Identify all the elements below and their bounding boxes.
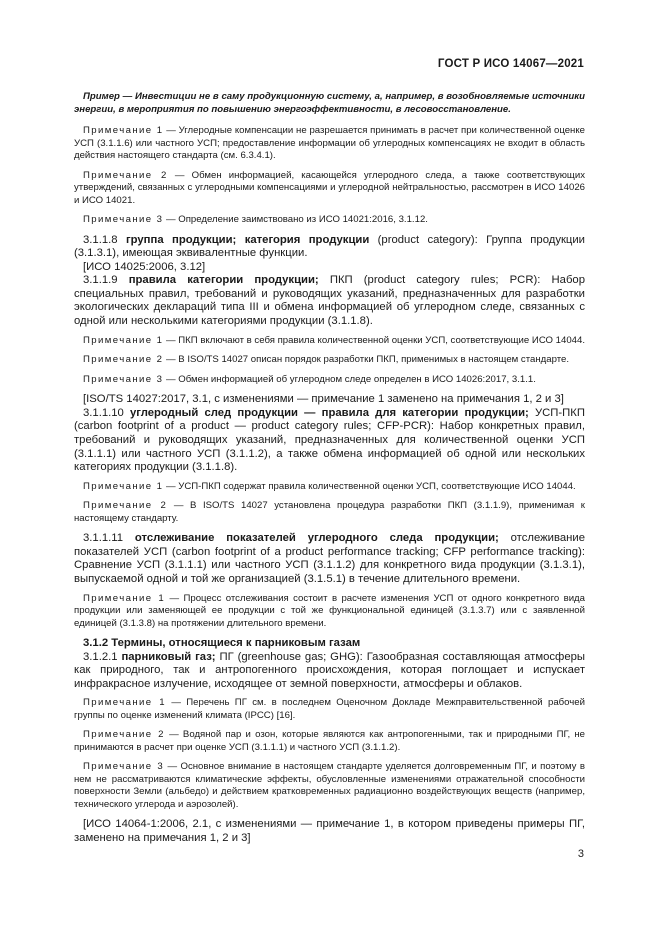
term-source: [ИСО 14064-1:2006, 2.1, с изменениями — примечание 1, в котором приведены примеры ПГ, заменено на примечания 1, 2 и 3] (74, 818, 585, 845)
document-header: ГОСТ Р ИСО 14067—2021 (437, 58, 584, 70)
term-number: 3.1.1.9 (83, 274, 129, 287)
note-text: — ПКП включают в себя правила количественной оценки УСП, соответствующие ИСО 14044. (163, 334, 586, 346)
term-number: 3.1.2.1 (83, 650, 122, 663)
note-paragraph (74, 125, 585, 163)
term-number: 3.1.1.8 (83, 233, 126, 246)
term-name: отслеживание показателей углеродного следа продукции; (134, 532, 499, 545)
note-label: Примечание 1 (83, 334, 164, 346)
note-label: Примечание 3 (83, 373, 164, 385)
note-text: — Перечень ПГ см. в последнем Оценочном Докладе Межправительственной рабочей группы по оценке изменений климата (IPCC) [16]. (74, 697, 585, 721)
term-name: углеродный след продукции — правила для категории продукции; (130, 406, 529, 419)
term-source: [ИСО 14025:2006, 3.12] (83, 260, 206, 273)
note-text: — Процесс отслеживания состоит в расчете изменения УСП от одного конкретного вида продукции или заменяющей ее продукции с той же функциональной единицей (3.1.3.7) или с заявленной единицей (3.1.3.8) на протяжении длительного времени. (74, 592, 585, 629)
term-name: группа продукции; категория продукции (125, 233, 370, 246)
term-definition (74, 274, 585, 328)
note-text: — Основное внимание в настоящем стандарте уделяется долговременным ПГ, и поэтому в нем не рассматриваются климатические эффекты, обусловленные изменениями отражательной способности поверхности Земли (альбедо) и действием кратковременных радиационно воздействующих веществ (например, технического углерода и аэрозолей). (74, 761, 585, 810)
note-paragraph (74, 697, 585, 722)
note-text: — Водяной пар и озон, которые являются как антропогенными, так и природными ПГ, не принимаются в расчет при оценке УСП (3.1.1.1) и частного УСП (3.1.1.2). (74, 729, 585, 753)
note-label: Примечание 1 (83, 592, 166, 604)
note-label: Примечание 1 (83, 125, 164, 136)
term-text: ПКП (product category rules; PCR): Набор специальных правил, требований и руководящих указаний, предназначенных для разработки экологических деклараций типа III и обмена информацией об углеродном следе, связанных с одной или несколькими категориями продукции (3.1.1.8). (74, 274, 585, 328)
note-text: — В ISO/TS 14027 установлена процедура разработки ПКП (3.1.1.9), применимая к настоящему стандарту. (74, 500, 585, 524)
note-text: — Углеродные компенсации не разрешается принимать в расчет при количественной оценке УСП (3.1.1.6) или частного УСП; предоставление информации об углеродных компенсациях не входит в область действия настоящего стандарта (см. 6.3.4.1). (74, 125, 585, 161)
note-text: — УСП-ПКП содержат правила количественной оценки УСП, соответствующие ИСО 14044. (163, 480, 576, 492)
term-text: (product category): Группа продукции (3.1.3.1), имеющая эквивалентные функции. (74, 233, 585, 260)
document-body (74, 91, 585, 846)
term-definition (74, 532, 585, 586)
note-text: — В ISO/TS 14027 описан порядок разработки ПКП, применимых в настоящем стандарте. (163, 354, 569, 366)
note-label: Примечание 2 (83, 169, 168, 181)
note-paragraph (74, 354, 585, 367)
note-paragraph (74, 500, 585, 525)
term-text: УСП-ПКП (carbon footprint of a product — product category rules; CFP-PCR): Набор конкретных правил, требований и руководящих указаний, предназначенных для количественной оценки УСП (3.1.1.1) или частного УСП (3.1.1.2), а также обмена информацией об одной или нескольких категориях продукции (3.1.1.8). (74, 406, 585, 474)
note-text: — Обмен информацией, касающейся углеродного следа, а также соответствующих утверждений, связанных с углеродными компенсациями и углеродной нейтральностью, рассмотрен в ИСО 14026 и ИСО 14021. (74, 169, 585, 206)
note-paragraph (74, 481, 585, 494)
page-number: 3 (577, 848, 584, 860)
term-definition (74, 651, 585, 692)
term-number: 3.1.1.10 (83, 406, 131, 419)
note-text: — Обмен информацией об углеродном следе определен в ИСО 14026:2017, 3.1.1. (163, 373, 536, 385)
term-text: отслеживание показателей УСП (carbon footprint of a product performance tracking; CFP performance tracking): Сравнение УСП (3.1.1.1) или частного УСП (3.1.1.2) для конкретного вида продукции (3.1.3.1), выпускаемой одной и той же организацией (3.1.5.1) в течение длительного времени. (74, 532, 585, 585)
note-paragraph (74, 170, 585, 208)
note-label: Примечание 3 (83, 761, 165, 773)
note-text: — Определение заимствовано из ИСО 14021:2016, 3.1.12. (163, 214, 428, 225)
note-paragraph (74, 761, 585, 811)
note-paragraph (74, 214, 585, 227)
note-label: Примечание 2 (83, 500, 168, 512)
note-paragraph (74, 374, 585, 387)
term-number: 3.1.1.11 (83, 532, 135, 545)
note-paragraph (74, 335, 585, 348)
note-paragraph (74, 593, 585, 631)
term-name: парниковый газ; (121, 650, 216, 663)
note-label: Примечание 3 (83, 214, 164, 225)
note-label: Примечание 1 (83, 697, 166, 709)
example-paragraph: Пример — Инвестиции не в саму продукционную систему, а, например, в возобновляемые источники энергии, в мероприятия по повышению энергоэффективности, в лесовосстановление. (74, 91, 585, 115)
note-label: Примечание 2 (83, 354, 164, 366)
term-name: правила категории продукции; (128, 274, 319, 287)
term-text: ПГ (greenhouse gas; GHG): Газообразная составляющая атмосферы как природного, так и антропогенного происхождения, которая поглощает и испускает инфракрасное излучение, исходящее от земной поверхности, атмосферы и облаков. (74, 650, 586, 690)
note-label: Примечание 2 (83, 729, 165, 741)
note-paragraph (74, 729, 585, 754)
note-label: Примечание 1 (83, 480, 164, 492)
term-source: [ISO/TS 14027:2017, 3.1, с изменениями — примечание 1 заменено на примечания 1, 2 и 3] (83, 393, 564, 406)
term-definition (74, 234, 585, 261)
section-heading: 3.1.2 Термины, относящиеся к парниковым газам (83, 637, 361, 650)
term-definition (74, 407, 585, 475)
